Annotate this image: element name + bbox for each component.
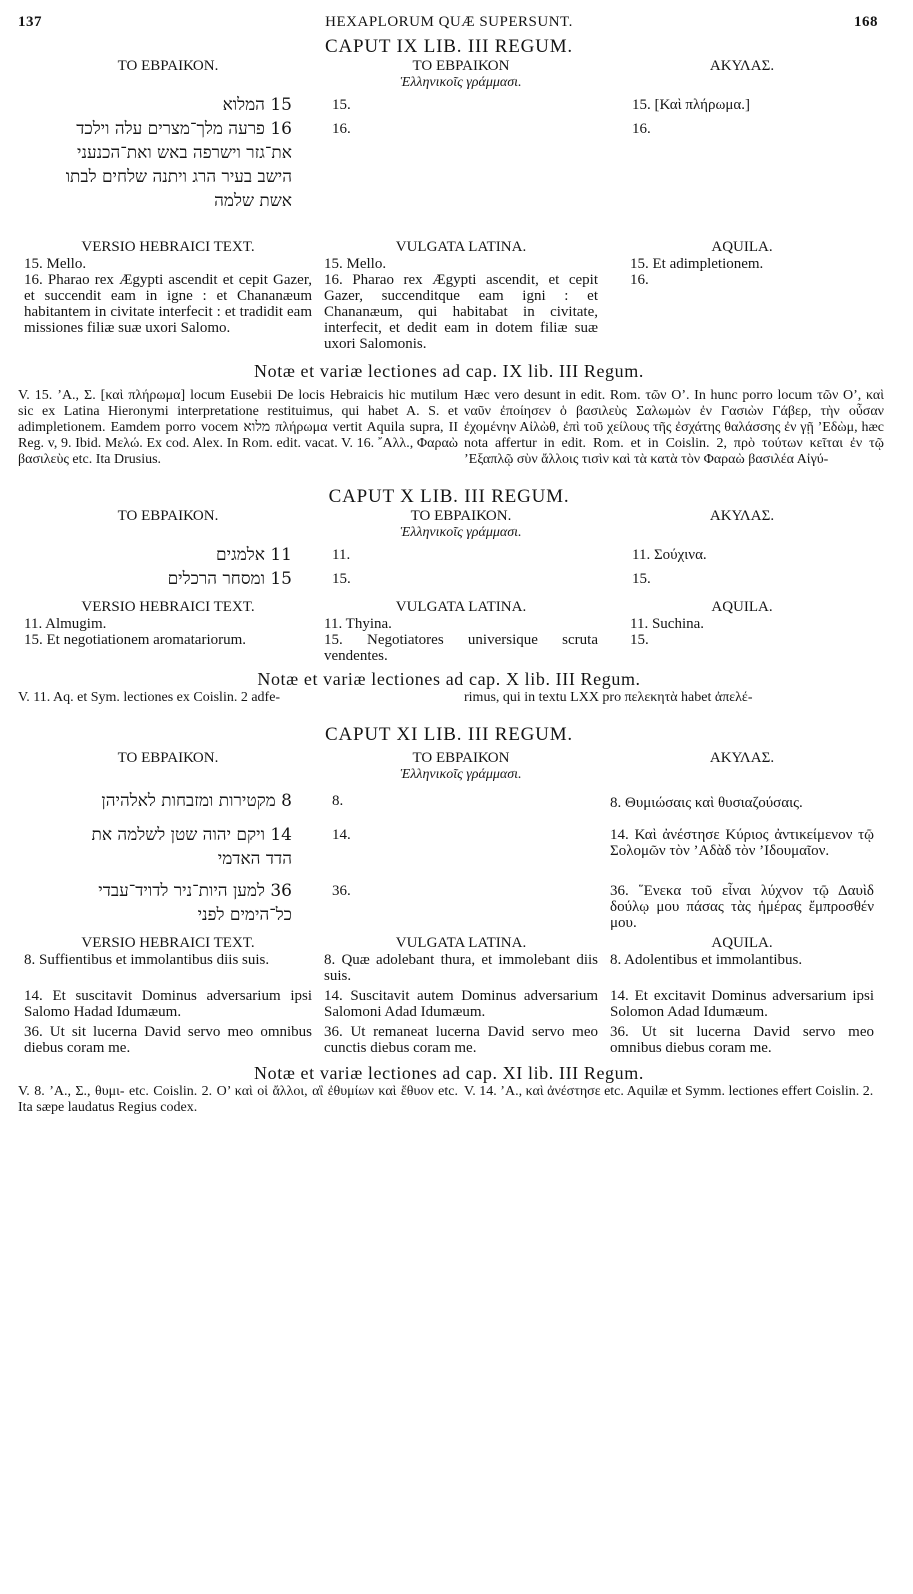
aquila-latin-column-header: AQUILA. [711, 599, 773, 615]
text-row [18, 93, 880, 213]
vulgata-verse: 11. Thyina. [324, 616, 392, 632]
chapter-title: CAPUT X LIB. III REGUM. [328, 486, 570, 507]
latin-header-row [18, 935, 880, 952]
greek-verse: 16. [332, 121, 351, 137]
page-number-right: 168 [854, 14, 878, 30]
chapter-10 [18, 486, 880, 706]
vulgata-verse: 8. Quæ adolebant thura, et immolebant diis suis. [324, 952, 598, 984]
latin-text-row [18, 256, 880, 352]
hebrew-line: 11 אלמגים [216, 545, 292, 565]
notes [18, 388, 884, 468]
aquila-column-header: ΑΚΥΛΑΣ. [709, 508, 775, 524]
greek-verse: 15. [332, 97, 351, 113]
notes-title: Notæ et variæ lectiones ad cap. IX lib. III Regum. [254, 361, 644, 381]
running-title: HEXAPLORUM QUÆ SUPERSUNT. [325, 14, 573, 30]
versio-column-header: VERSIO HEBRAICI TEXT. [81, 935, 255, 951]
hebrew-line: הישב בעיר הרג ויתנה שלחים לבתו [65, 167, 292, 187]
versio-column-header: VERSIO HEBRAICI TEXT. [81, 599, 255, 615]
aquila-verse: 8. Θυμιώσαις καὶ θυσιαζούσαις. [610, 795, 803, 811]
latin-text-row [18, 952, 880, 984]
notes-right: V. 14. ’Α., καὶ ἀνέστησε etc. Aquilæ et Symm. lectiones effert Coislin. 2. [464, 1084, 874, 1099]
vulgata-column-header: VULGATA LATINA. [395, 599, 527, 615]
vulgata-verse: 16. Pharao rex Ægypti ascendit, et cepit Gazer, succenditque eam igni : et Chananæum, qui habitabat in civitate, interfecit, et dedit eam in dotem filiæ suæ uxori Salomonis. [324, 272, 598, 352]
vulgata-verse: 15. Mello. [324, 256, 387, 272]
aquila-column-header: ΑΚΥΛΑΣ. [709, 750, 775, 766]
aquila-latin-verse: 11. Suchina. [630, 616, 705, 632]
greek-column-header: ΤΟ ΕΒΡΑΙΚΟΝ [412, 750, 510, 766]
greek-header-row [18, 58, 880, 91]
hebrew-column-header: ΤΟ ΕΒΡΑΙΚΟΝ. [117, 58, 219, 74]
vulgata-column-header: VULGATA LATINA. [395, 239, 527, 255]
versio-verse: 15. Et negotiationem aromatariorum. [24, 632, 247, 648]
greek-verse: 14. [332, 827, 351, 843]
text-row [18, 543, 880, 591]
page-number-left: 137 [18, 14, 42, 30]
hebrew-line: את־גזר וישרפה באש ואת־הכנעני [77, 143, 292, 163]
greek-column-subheader: Ἑλληνικοῖς γράμμασι. [400, 525, 522, 540]
aquila-latin-verse: 8. Adolentibus et immolantibus. [610, 952, 803, 968]
notes-left: V. 11. Aq. et Sym. lectiones ex Coislin. 2 adfe- [18, 690, 281, 705]
aquila-verse: 15. [Καὶ πλήρωμα.] [632, 97, 750, 113]
latin-header-row [18, 239, 880, 256]
aquila-latin-verse: 14. Et excitavit Dominus adversarium ipsi Solomon Adad Idumæum. [610, 988, 874, 1020]
latin-text-row [18, 616, 880, 664]
aquila-verse: 15. [632, 571, 651, 587]
hebrew-line: אשת שלמה [214, 191, 292, 211]
chapter-9 [18, 36, 884, 468]
running-head [18, 14, 880, 36]
vulgata-verse: 14. Suscitavit autem Dominus adversarium Salomoni Adad Idumæum. [324, 988, 598, 1020]
notes-title: Notæ et variæ lectiones ad cap. X lib. III Regum. [257, 669, 641, 689]
aquila-verse: 36. ῞Ενεκα τοῦ εἶναι λύχνον τῷ Δαυὶδ δούλῳ μου πάσας τὰς ἡμέρας ἔμπροσθέν μου. [610, 883, 874, 931]
hebrew-line: 16 פרעה מלך־מצרים עלה וילכד [76, 119, 292, 139]
notes-right: Hæc vero desunt in edit. Rom. τῶν Ο’. In hunc porro locum τῶν Ο’, καὶ ναῦν ἐποίησεν ὁ βασιλεὺς Σαλωμὼν ἐν Γασιὼν Γάβερ, τὴν οὖσαν ἐχομένην Αἰλὼθ, ἐπὶ τοῦ χείλους τῆς ἐσχάτης θαλάσσης ἐν γῇ ’Εδὼμ, hæc nota affertur in edit. Rom. et in Coislin. 2, πρὸ τούτων κεῖται ἐν τῷ ’Εξαπλῷ σὺν ἄλλοις τισὶν καὶ τὰ κατὰ τὸν Φαραὼ βασιλέα Αἰγύ- [464, 388, 884, 467]
page [18, 14, 884, 1116]
chapter-title: CAPUT IX LIB. III REGUM. [325, 36, 573, 57]
hebrew-line: 15 המלוא [222, 95, 292, 115]
greek-column-subheader: Ἑλληνικοῖς γράμμασι. [400, 767, 522, 782]
greek-verse: 36. [332, 883, 351, 899]
aquila-verse: 14. Καὶ ἀνέστησε Κύριος ἀντικείμενον τῷ Σολομῶν τὸν ’Αδὰδ τὸν ’Ιδουμαῖον. [610, 827, 874, 859]
greek-header-row [18, 508, 880, 541]
vulgata-verse: 36. Ut remaneat lucerna David servo meo cunctis diebus coram me. [324, 1024, 598, 1056]
hebrew-column-header: ΤΟ ΕΒΡΑΙΚΟΝ. [117, 750, 219, 766]
versio-column-header: VERSIO HEBRAICI TEXT. [81, 239, 255, 255]
notes [18, 1084, 880, 1116]
chapter-title: CAPUT XI LIB. III REGUM. [325, 724, 573, 745]
notes-title: Notæ et variæ lectiones ad cap. XI lib. III Regum. [254, 1063, 644, 1083]
greek-verse: 15. [332, 571, 351, 587]
text-row [18, 789, 880, 813]
aquila-latin-verse: 16. [630, 272, 649, 288]
hebrew-line: הדד האדמי [217, 849, 292, 869]
aquila-verse: 16. [632, 121, 651, 137]
notes-right: rimus, qui in textu LXX pro πελεκητὰ habet ἀπελέ- [464, 690, 753, 705]
versio-verse: 36. Ut sit lucerna David servo meo omnibus diebus coram me. [24, 1024, 312, 1056]
aquila-column-header: ΑΚΥΛΑΣ. [709, 58, 775, 74]
vulgata-column-header: VULGATA LATINA. [395, 935, 527, 951]
hebrew-line: 8 מקטירות ומזבחות לאלהיהן [101, 791, 292, 811]
notes [18, 690, 880, 706]
hebrew-line: 14 ויקם יהוה שטן לשלמה את [91, 825, 292, 845]
hebrew-line: 15 ומסחר הרכלים [167, 569, 292, 589]
hebrew-column-header: ΤΟ ΕΒΡΑΙΚΟΝ. [117, 508, 219, 524]
text-row [18, 879, 880, 931]
greek-header-row [18, 750, 880, 783]
latin-text-row [18, 1024, 880, 1056]
aquila-latin-verse: 15. Et adimpletionem. [630, 256, 764, 272]
versio-verse: 11. Almugim. [24, 616, 107, 632]
greek-column-header: ΤΟ ΕΒΡΑΙΚΟΝ. [410, 508, 512, 524]
aquila-latin-column-header: AQUILA. [711, 935, 773, 951]
greek-verse: 8. [332, 793, 344, 809]
notes-left: V. 8. ’Α., Σ., θυμι- etc. Coislin. 2. Ο’ καὶ οἱ ἄλλοι, αἳ ἐθυμίων καὶ ἔθυον etc. Ita sæpe laudatus Regius codex. [18, 1084, 458, 1115]
versio-verse: 15. Mello. [24, 256, 87, 272]
chapter-11 [18, 724, 880, 1116]
notes-left: V. 15. ’Α., Σ. [καὶ πλήρωμα] locum Eusebii De locis Hebraicis hic mutilum sic ex Latina Hieronymi interpretatione restituimus, qui habet A. S. et adimpletionem. Eamdem porro vocem מלוא πλήρωμα vertit Aquila supra, II Reg. v, 9. Ibid. Μελώ. Ex cod. Alex. In Rom. edit. vacat. V. 16. ῎Αλλ., Φαραὼ βασιλεὺς etc. Ita Drusius. [18, 388, 458, 467]
versio-verse: 14. Et suscitavit Dominus adversarium ipsi Salomo Hadad Idumæum. [24, 988, 312, 1020]
greek-column-header: ΤΟ ΕΒΡΑΙΚΟΝ [412, 58, 510, 74]
text-row [18, 823, 880, 871]
vulgata-verse: 15. Negotiatores universique scruta vendentes. [324, 632, 598, 664]
aquila-latin-verse: 15. [630, 632, 649, 648]
aquila-latin-column-header: AQUILA. [711, 239, 773, 255]
latin-text-row [18, 988, 880, 1020]
hebrew-line: 36 למען היות־ניר לדויד־עבדי [98, 881, 292, 901]
latin-header-row [18, 599, 880, 616]
aquila-latin-verse: 36. Ut sit lucerna David servo meo omnibus diebus coram me. [610, 1024, 874, 1056]
versio-verse: 16. Pharao rex Ægypti ascendit et cepit Gazer, et succendit eam in igne : et Chananæum habitantem in civitate interfecit : et tradidit eam missiones filiæ suæ uxori Salomo. [24, 272, 312, 336]
greek-verse: 11. [332, 547, 351, 563]
hebrew-line: כל־הימים לפני [197, 905, 292, 925]
versio-verse: 8. Suffientibus et immolantibus diis suis. [24, 952, 270, 968]
aquila-verse: 11. Σούχινα. [632, 547, 707, 563]
greek-column-subheader: Ἑλληνικοῖς γράμμασι. [400, 75, 522, 90]
